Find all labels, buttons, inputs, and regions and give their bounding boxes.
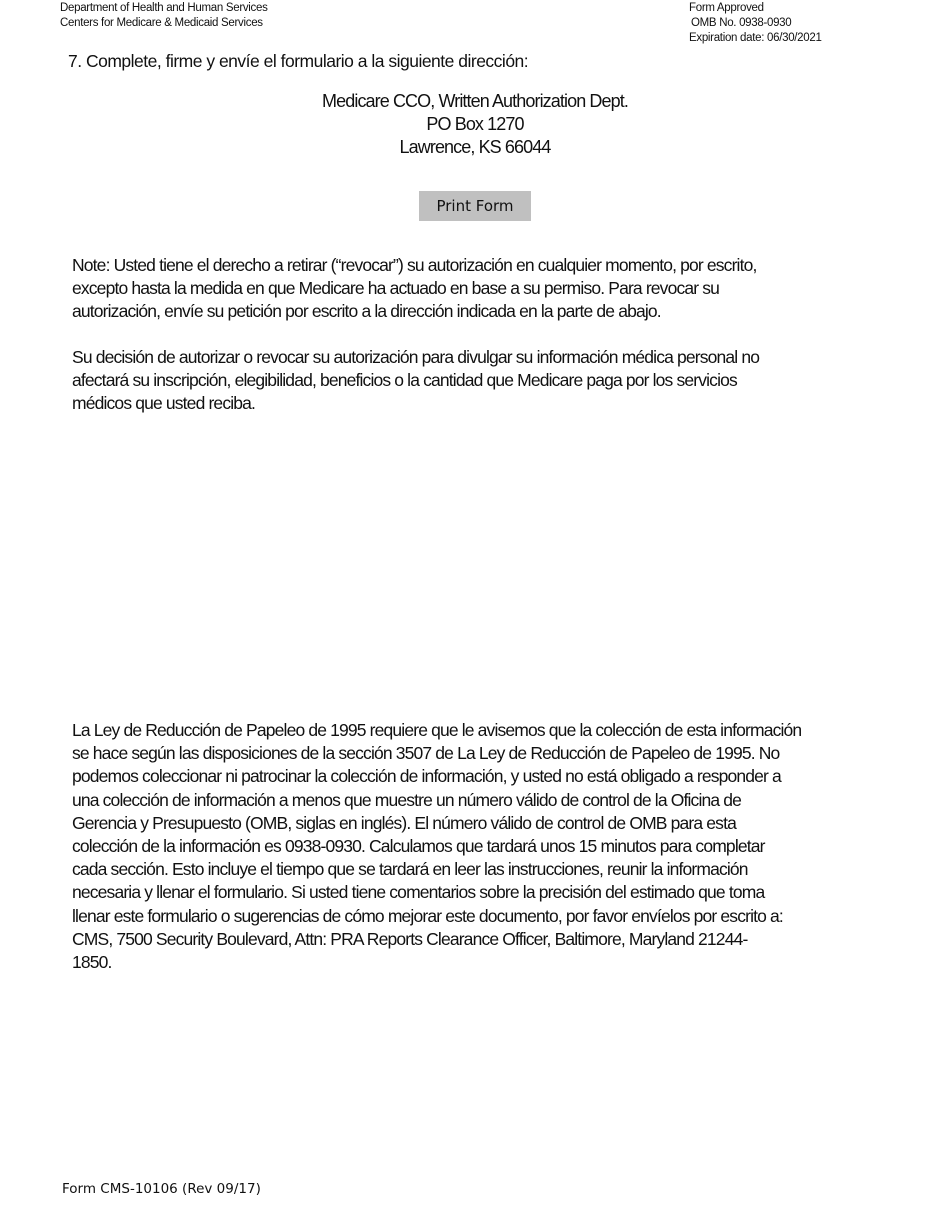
decision-line: Su decisión de autorizar o revocar su autorización para divulgar su información médica personal no: [72, 347, 760, 367]
pra-line: se hace según las disposiciones de la sección 3507 de La Ley de Reducción de Papeleo de 1995. No: [72, 743, 780, 764]
paperwork-reduction-act-statement: [72, 719, 801, 974]
agency-header: [60, 1, 268, 31]
note-line: Note: Usted tiene el derecho a retirar (“revocar”) su autorización en cualquier momento, por escrito,: [72, 255, 757, 275]
note-line: excepto hasta la medida en que Medicare ha actuado en base a su permiso. Para revocar su: [72, 278, 720, 299]
step-7-instruction: 7. Complete, firme y envíe el formulario a la siguiente dirección:: [68, 51, 529, 71]
note-line: autorización, envíe su petición por escrito a la dirección indicada en la parte de abajo.: [72, 301, 661, 322]
print-form-button[interactable]: Print Form: [419, 191, 531, 221]
mailing-address: [0, 90, 950, 159]
pra-line: Gerencia y Presupuesto (OMB, siglas en inglés). El número válido de control de OMB para esta: [72, 812, 736, 833]
pra-line: CMS, 7500 Security Boulevard, Attn: PRA Reports Clearance Officer, Baltimore, Maryland 21244-: [72, 928, 748, 949]
decision-line: médicos que usted reciba.: [72, 393, 256, 414]
pra-line: podemos coleccionar ni patrocinar la colección de información, y usted no está obligado a responder a: [72, 766, 781, 787]
pra-line: una colección de información a menos que muestre un número válido de control de la Oficina de: [72, 789, 742, 810]
form-approved: Form Approved: [689, 2, 764, 14]
expiration-date: Expiration date: 06/30/2021: [689, 32, 822, 44]
revocation-note: [72, 254, 757, 324]
agency-line: Centers for Medicare & Medicaid Services: [60, 17, 263, 29]
agency-line: Department of Health and Human Services: [60, 2, 268, 14]
decision-line: afectará su inscripción, elegibilidad, beneficios o la cantidad que Medicare paga por los servicios: [72, 370, 737, 391]
pra-line: llenar este formulario o sugerencias de cómo mejorar este documento, por favor envíelos por escrito a:: [72, 905, 783, 926]
pra-line: La Ley de Reducción de Papeleo de 1995 requiere que le avisemos que la colección de esta información: [72, 720, 802, 740]
omb-header: [689, 1, 822, 46]
address-line: PO Box 1270: [426, 114, 524, 134]
address-line: Medicare CCO, Written Authorization Dept.: [322, 91, 628, 111]
address-line: Lawrence, KS 66044: [399, 137, 551, 157]
form-number-footer: Form CMS-10106 (Rev 09/17): [62, 1181, 261, 1197]
pra-line: 1850.: [72, 952, 112, 973]
pra-line: colección de la información es 0938-0930. Calculamos que tardará unos 15 minutos para completar: [72, 836, 765, 857]
omb-number: OMB No. 0938-0930: [691, 17, 792, 29]
pra-line: necesaria y llenar el formulario. Si usted tiene comentarios sobre la precisión del estimado que toma: [72, 882, 765, 903]
decision-paragraph: [72, 346, 759, 416]
pra-line: cada sección. Esto incluye el tiempo que se tardará en leer las instrucciones, reunir la información: [72, 859, 748, 880]
